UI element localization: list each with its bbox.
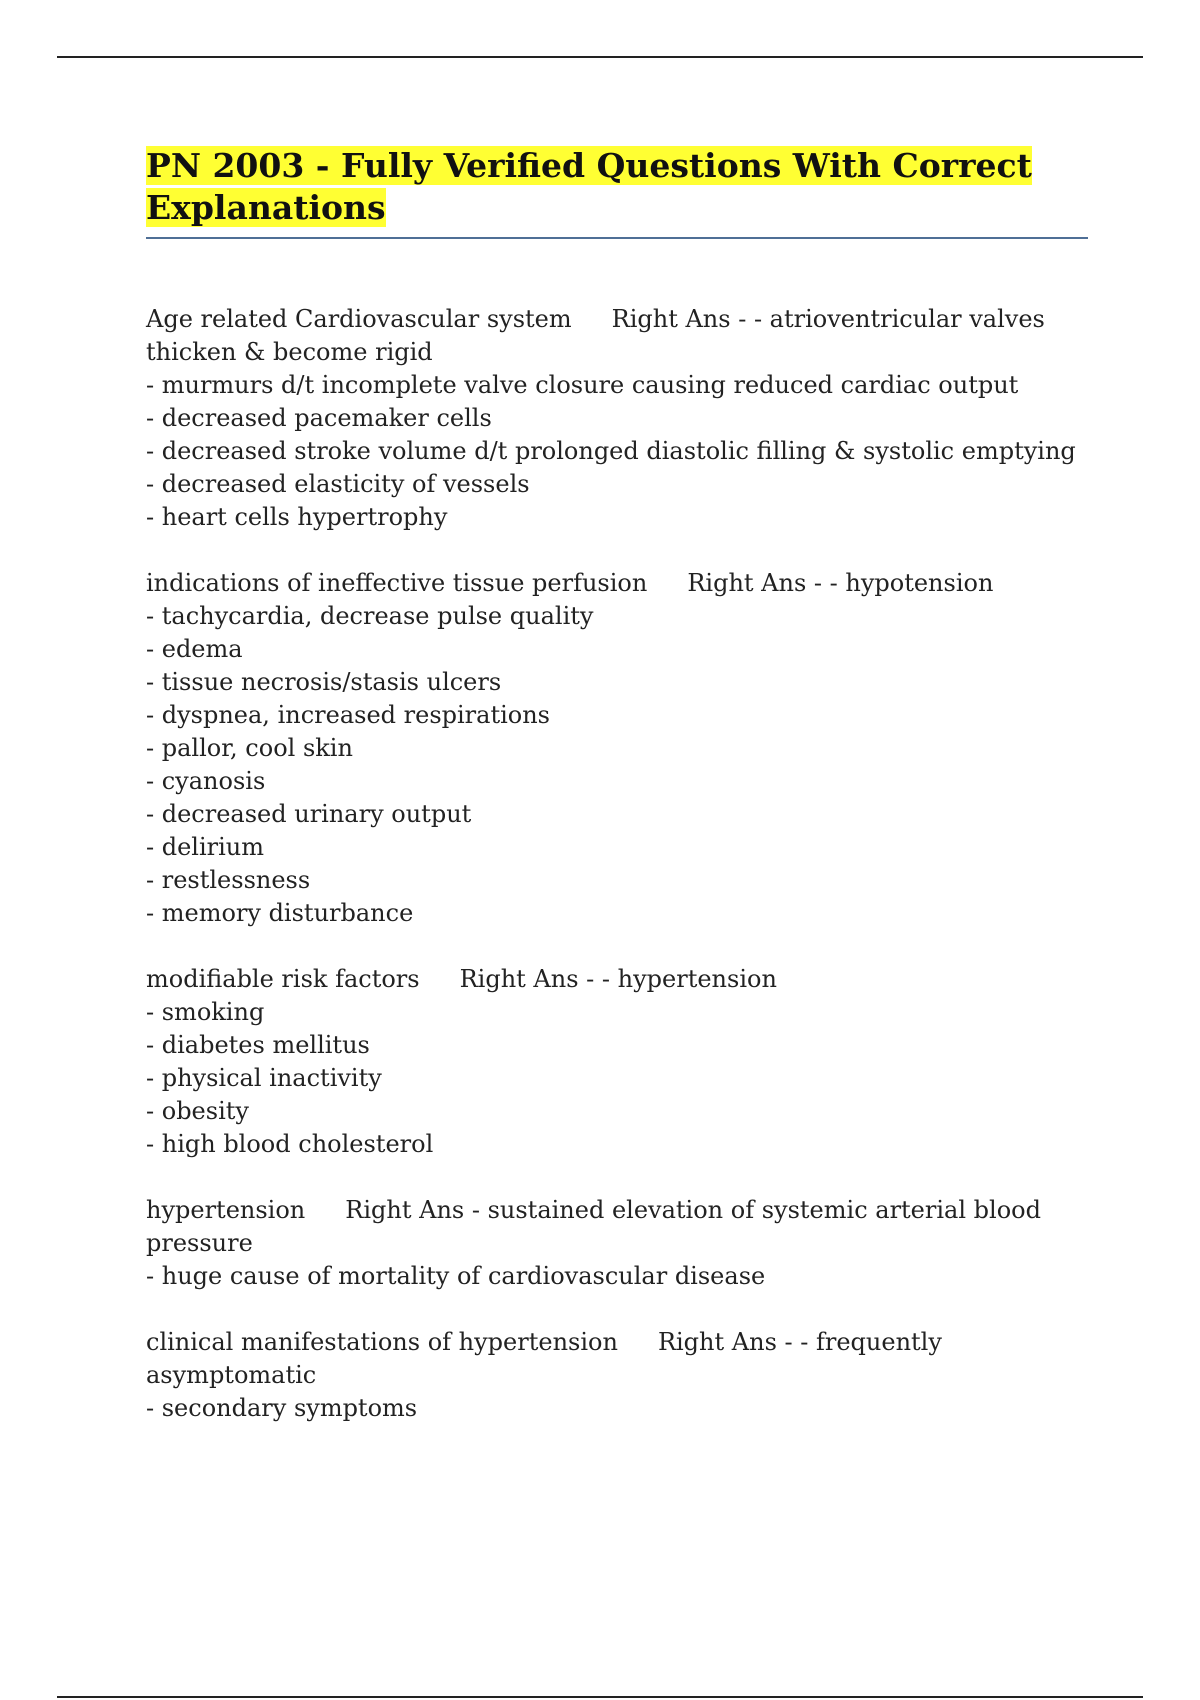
detail-line: - physical inactivity: [146, 1064, 382, 1092]
detail-line: - memory disturbance: [146, 899, 414, 927]
detail-line: - delirium: [146, 833, 265, 861]
qa-item: [146, 963, 1090, 1161]
detail-line: - dyspnea, increased respirations: [146, 701, 550, 729]
detail-line: - obesity: [146, 1097, 249, 1125]
detail-line: - heart cells hypertrophy: [146, 503, 448, 531]
question-text: clinical manifestations of hypertension: [146, 1328, 618, 1356]
detail-line: - cyanosis: [146, 767, 266, 795]
detail-line: - decreased stroke volume d/t prolonged diastolic filling & systolic emptying: [146, 437, 1076, 465]
detail-line: - high blood cholesterol: [146, 1130, 434, 1158]
page-top-rule: [57, 56, 1143, 58]
qa-list: [146, 303, 1090, 1425]
question-text: indications of ineffective tissue perfusion: [146, 569, 648, 597]
answer-text: Right Ans - - frequently asymptomatic: [146, 1328, 942, 1389]
detail-line: - decreased pacemaker cells: [146, 404, 492, 432]
question-text: Age related Cardiovascular system: [146, 305, 572, 333]
qa-item: [146, 567, 1090, 930]
detail-line: - diabetes mellitus: [146, 1031, 370, 1059]
detail-line: - huge cause of mortality of cardiovascular disease: [146, 1262, 766, 1290]
answer-text: Right Ans - sustained elevation of systemic arterial blood pressure: [146, 1196, 1041, 1257]
detail-line: - decreased urinary output: [146, 800, 472, 828]
qa-heading: [146, 1194, 1090, 1260]
answer-text: Right Ans - - hypotension: [687, 569, 994, 597]
detail-line: - tachycardia, decrease pulse quality: [146, 602, 594, 630]
question-text: hypertension: [146, 1196, 306, 1224]
detail-line: - restlessness: [146, 866, 311, 894]
document-title: [146, 145, 1090, 229]
answer-text: Right Ans - - hypertension: [459, 965, 777, 993]
qa-heading: [146, 567, 1090, 600]
detail-line: - secondary symptoms: [146, 1394, 418, 1422]
document-body: [146, 145, 1090, 1458]
qa-item: [146, 1194, 1090, 1293]
question-text: modifiable risk factors: [146, 965, 420, 993]
detail-line: - murmurs d/t incomplete valve closure causing reduced cardiac output: [146, 371, 1019, 399]
detail-line: - decreased elasticity of vessels: [146, 470, 530, 498]
answer-text: Right Ans - - atrioventricular valves thicken & become rigid: [146, 305, 1045, 366]
detail-line: - edema: [146, 635, 243, 663]
qa-heading: [146, 1326, 1090, 1392]
detail-line: - pallor, cool skin: [146, 734, 353, 762]
qa-item: [146, 303, 1090, 534]
title-underline: [146, 237, 1088, 239]
detail-line: - smoking: [146, 998, 265, 1026]
qa-heading: [146, 303, 1090, 369]
page-bottom-rule: [57, 1696, 1143, 1698]
qa-heading: [146, 963, 1090, 996]
title-highlight: PN 2003 - Fully Verified Questions With Correct Explanations: [146, 146, 1032, 227]
detail-line: - tissue necrosis/stasis ulcers: [146, 668, 502, 696]
qa-item: [146, 1326, 1090, 1425]
